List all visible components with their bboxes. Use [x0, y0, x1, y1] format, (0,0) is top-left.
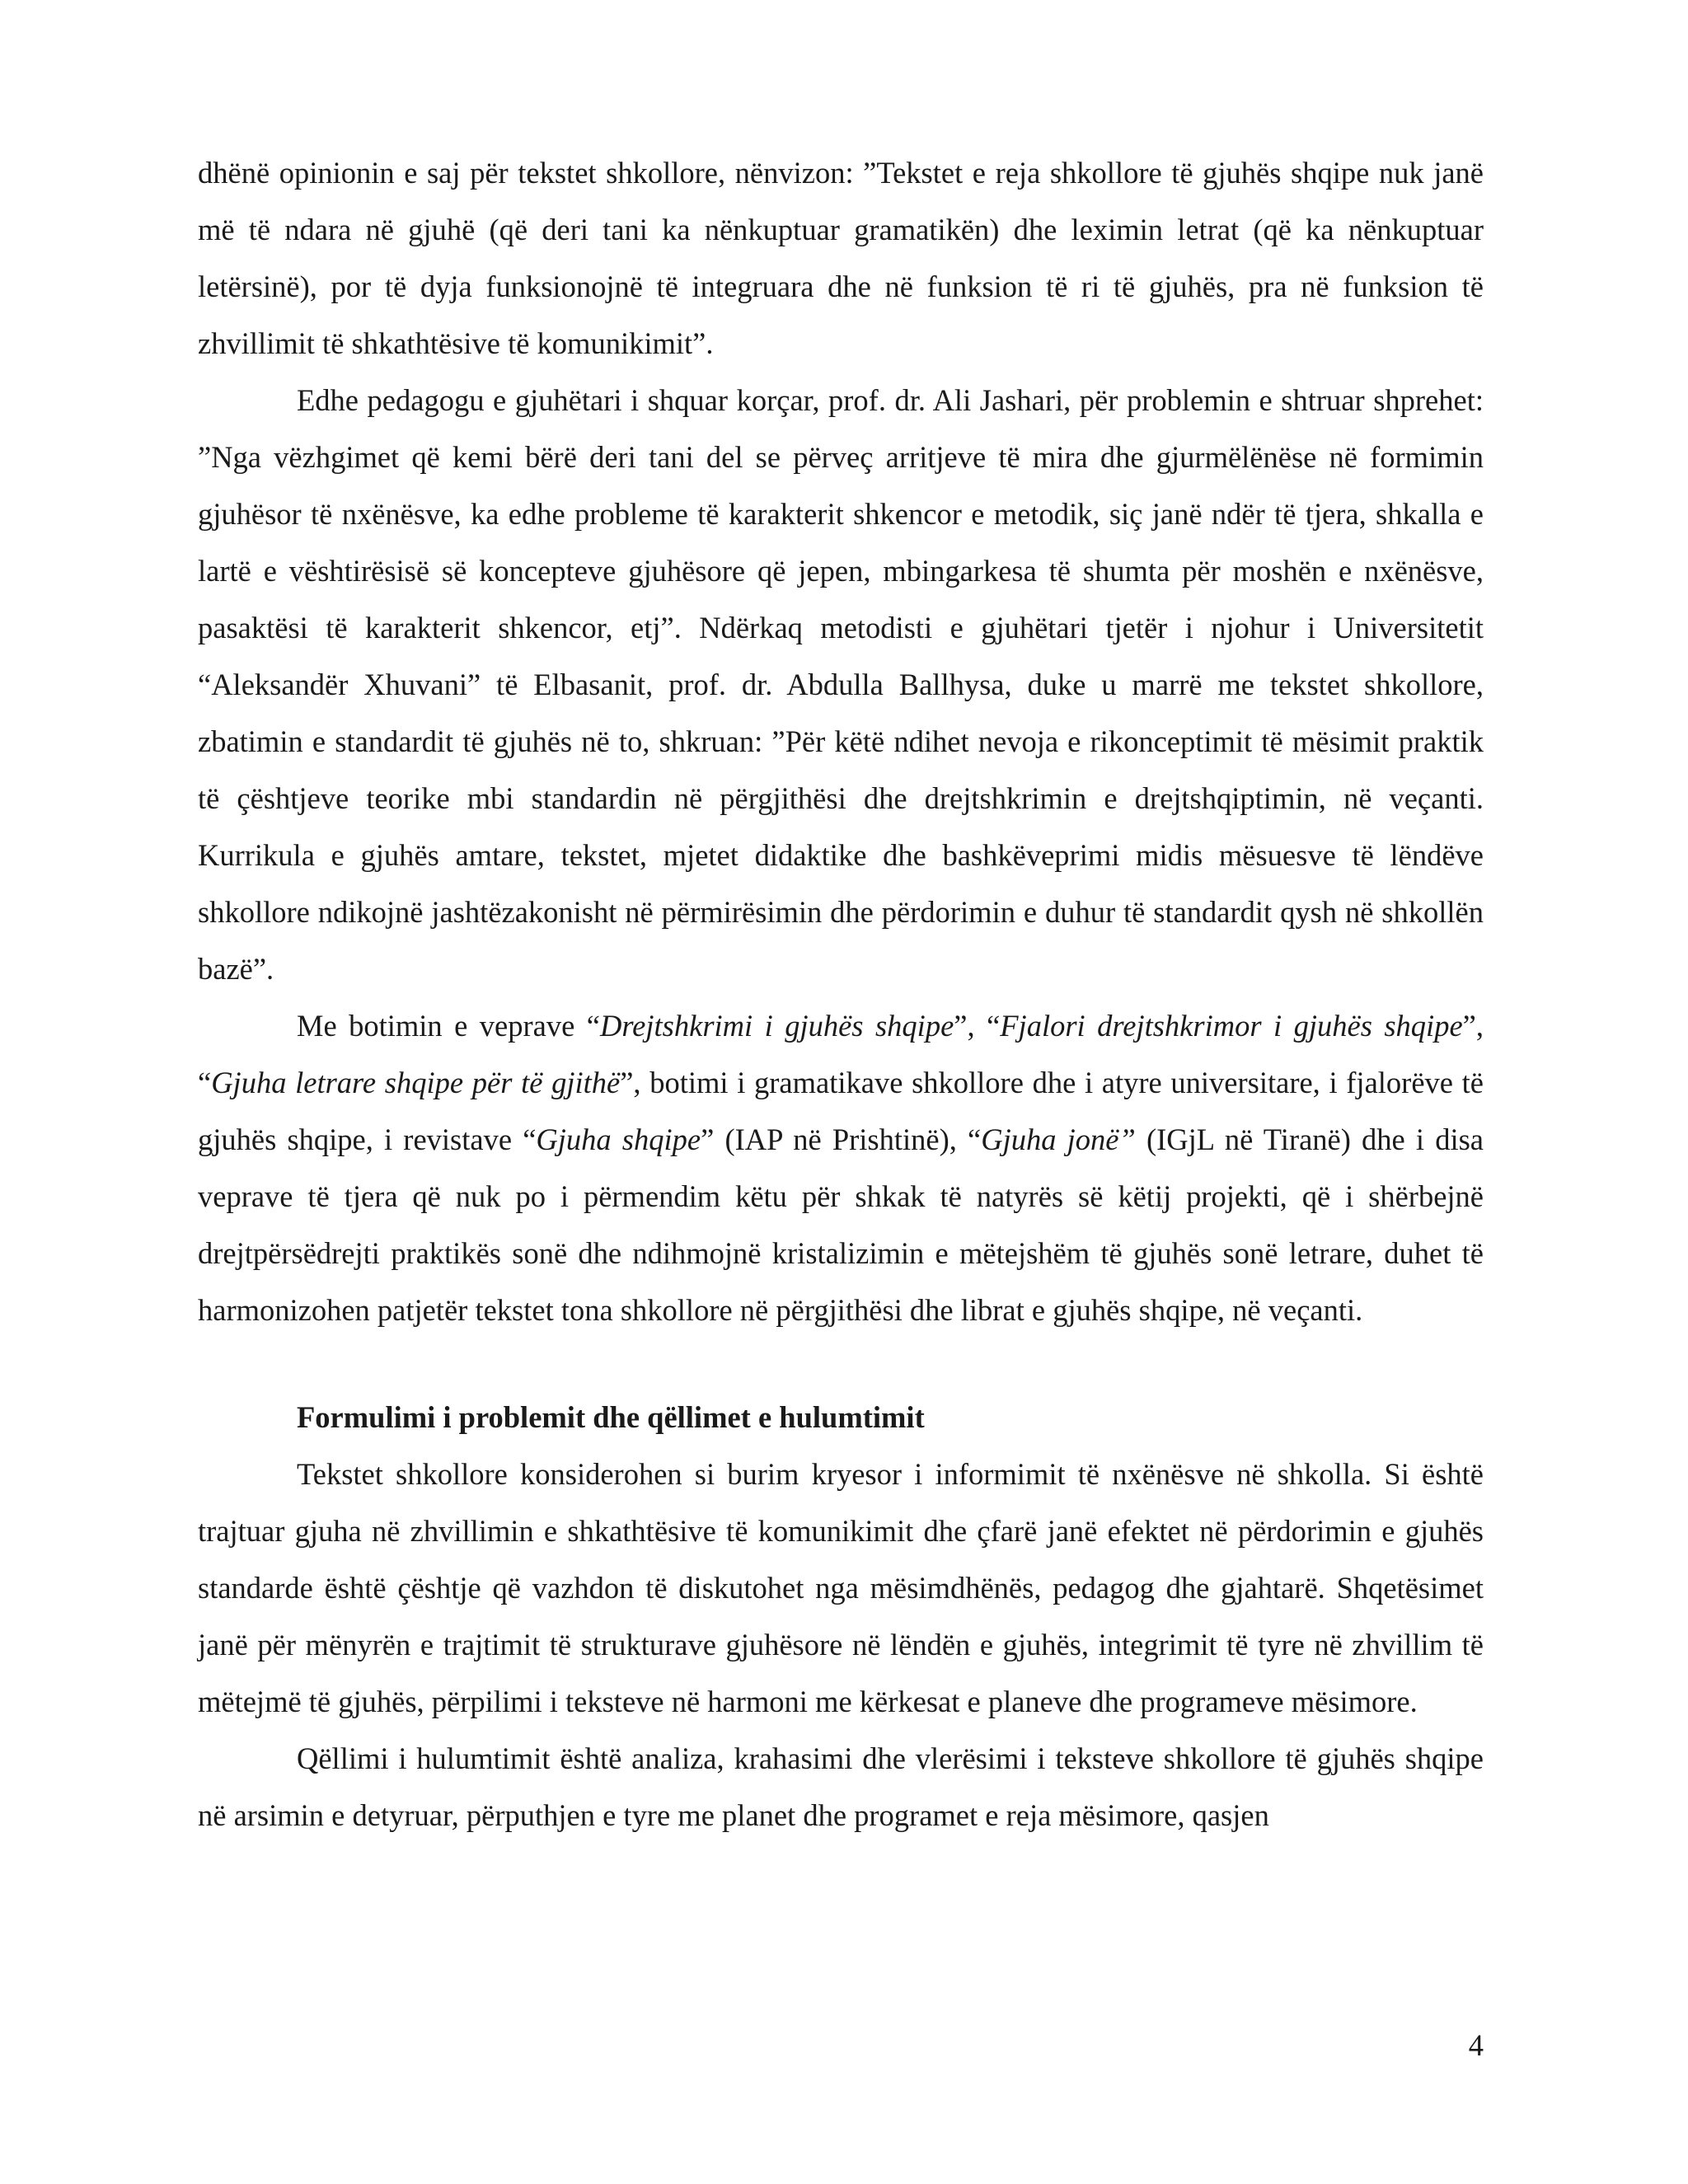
text-run: (IGjL në Tiranë) dhe i disa veprave të tjera që nuk po i përmendim këtu për shkak të natyrës së këtij projekti, që i shërbejnë drejtpërsëdrejti praktikës sonë dhe ndihmojnë kristalizimin e mëtejshëm të gjuhës sonë letrare, duhet të harmonizohen patjetër tekstet tona shkollore në përgjithësi dhe librat e gjuhës shqipe, në veçanti.	[198, 1122, 1484, 1327]
journal-title: Gjuha jonë”	[981, 1122, 1136, 1156]
section-heading: Formulimi i problemit dhe qëllimet e hulumtimit	[297, 1400, 925, 1434]
paragraph-research-goal: Qëllimi i hulumtimit është analiza, krahasimi dhe vlerësimi i teksteve shkollore të gjuhës shqipe në arsimin e detyruar, përputhjen e tyre me planet dhe programet e reja mësimore, qasjen	[198, 1741, 1484, 1832]
paragraph-problem-statement: Tekstet shkollore konsiderohen si burim kryesor i informimit të nxënësve në shkolla. Si është trajtuar gjuha në zhvillimin e shkathtësive të komunikimit dhe çfarë janë efektet në përdorimin e gjuhës standarde është çështje që vazhdon të diskutohet nga mësimdhënës, pedagog dhe gjahtarë. Shqetësimet janë për mënyrën e trajtimit të strukturave gjuhësore në lëndën e gjuhës, integrimit të tyre në zhvillim të mëtejmë të gjuhës, përpilimi i teksteve në harmoni me kërkesat e planeve dhe programeve mësimore.	[198, 1457, 1484, 1718]
page-number: 4	[1468, 2028, 1484, 2062]
text-run: ”, “	[198, 1009, 1484, 1099]
paragraph-publications	[198, 997, 1484, 1338]
text-run: ”, “	[954, 1009, 1001, 1043]
paragraph-opinion-quote: dhënë opinionin e saj për tekstet shkollore, nënvizon: ”Tekstet e reja shkollore të gjuhës shqipe nuk janë më të ndara në gjuhë (që deri tani ka nënkuptuar gramatikën) dhe leximin letrat (që ka nënkuptuar letërsinë), por të dyja funksionojnë të integruara dhe në funksion të ri të gjuhës, pra në funksion të zhvillimit të shkathtësive të komunikimit”.	[198, 156, 1484, 360]
text-run: ”, botimi i gramatikave shkollore dhe i atyre universitare, i fjalorëve të gjuhës shqipe, i revistave “	[198, 1066, 1484, 1156]
text-run: ” (IAP në Prishtinë), “	[701, 1122, 982, 1156]
paragraph-jashari-ballhysa: Edhe pedagogu e gjuhëtari i shquar korçar, prof. dr. Ali Jashari, për problemin e shtruar shprehet: ”Nga vëzhgimet që kemi bërë deri tani del se përveç arritjeve të mira dhe gjurmëlënëse në formimin gjuhësor të nxënësve, ka edhe probleme të karakterit shkencor e metodik, siç janë ndër të tjera, shkalla e lartë e vështirësisë së koncepteve gjuhësore që jepen, mbingarkesa të shumta për moshën e nxënësve, pasaktësi të karakterit shkencor, etj”. Ndërkaq metodisti e gjuhëtari tjetër i njohur i Universitetit “Aleksandër Xhuvani” të Elbasanit, prof. dr. Abdulla Ballhysa, duke u marrë me tekstet shkollore, zbatimin e standardit të gjuhës në to, shkruan: ”Për këtë ndihet nevoja e rikonceptimit të mësimit praktik të çështjeve teorike mbi standardin në përgjithësi dhe drejtshkrimin e drejtshqiptimin, në veçanti. Kurrikula e gjuhës amtare, tekstet, mjetet didaktike dhe bashkëveprimi midis mësuesve të lëndëve shkollore ndikojnë jashtëzakonisht në përmirësimin dhe përdorimin e duhur të standardit qysh në shkollën bazë”.	[198, 383, 1484, 986]
book-title: Gjuha letrare shqipe për të gjithë	[211, 1066, 621, 1099]
text-run: Me botimin e veprave “	[297, 1009, 600, 1043]
journal-title: Gjuha shqipe	[536, 1122, 701, 1156]
document-body	[198, 144, 1484, 1844]
book-title: Drejtshkrimi i gjuhës shqipe	[599, 1009, 954, 1043]
book-title: Fjalori drejtshkrimor i gjuhës shqipe	[1000, 1009, 1463, 1043]
